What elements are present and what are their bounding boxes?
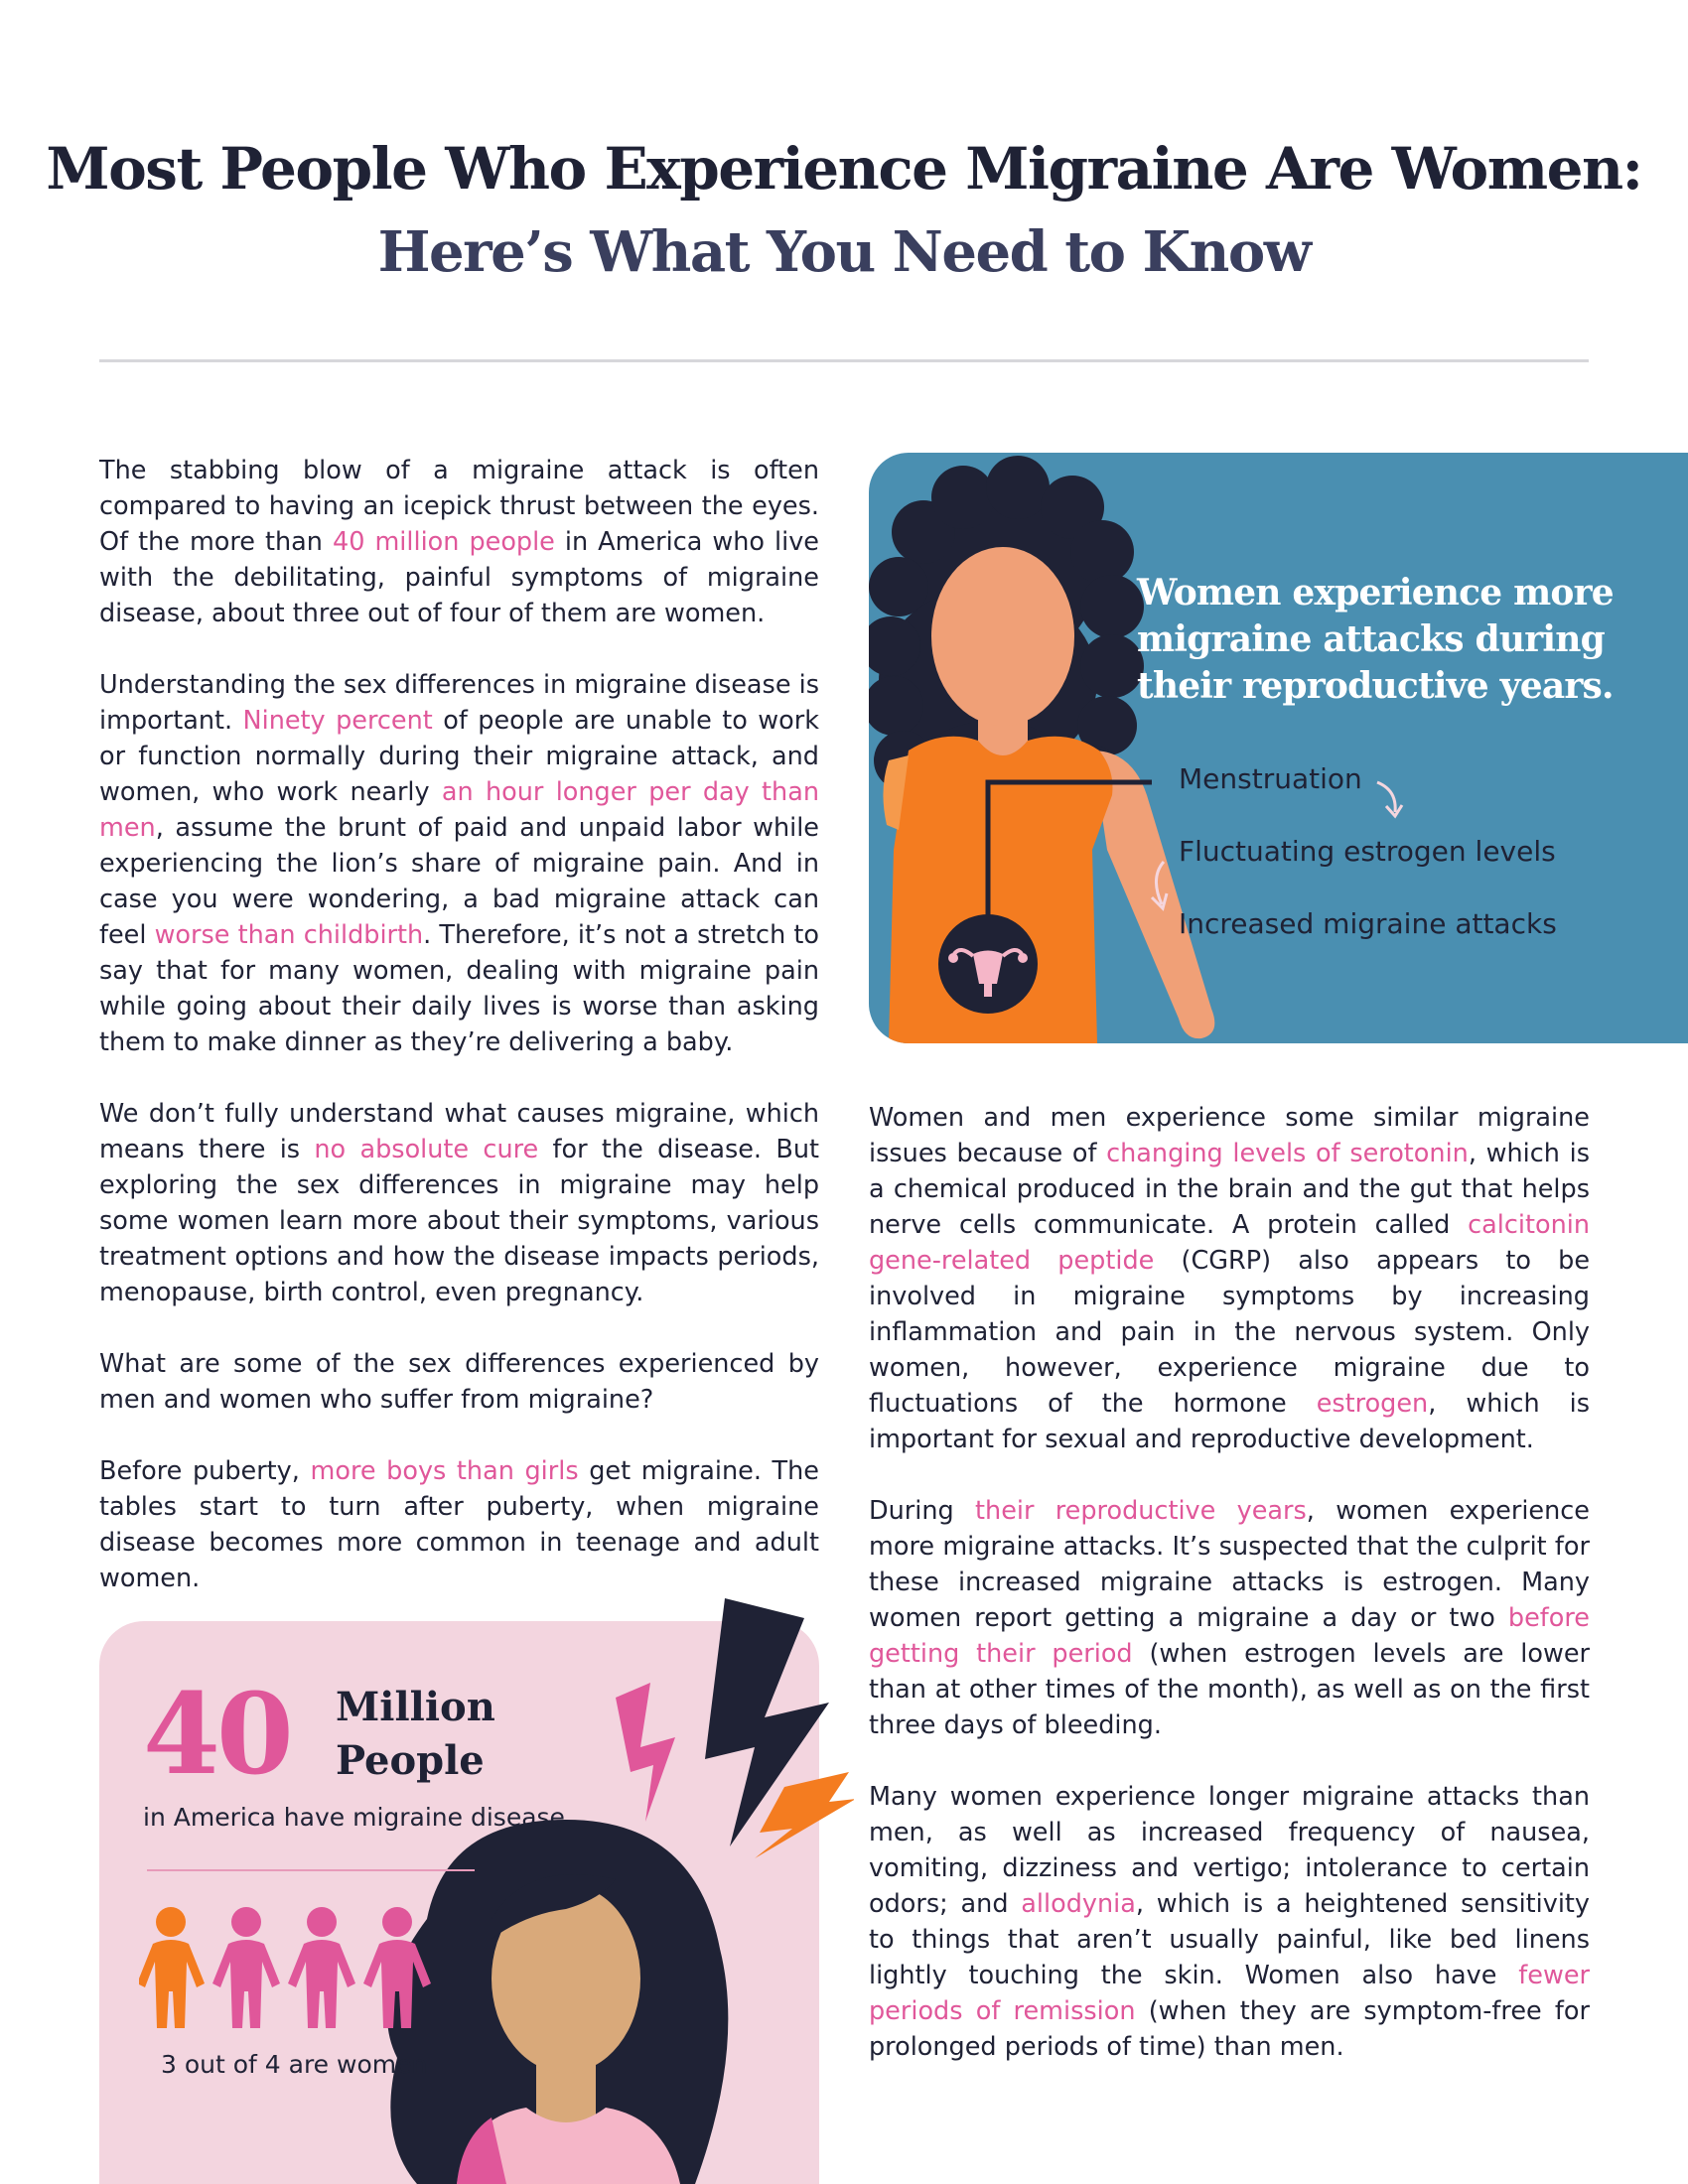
link-cgrp[interactable]: calcitonin gene-related peptide [869, 1210, 1590, 1276]
step-increased-attacks: Increased migraine attacks [1179, 907, 1557, 940]
stat-number: 40 [143, 1670, 290, 1800]
text: We don’t fully understand what causes migraine, which means there is [99, 1099, 819, 1164]
link-hour-longer[interactable]: an hour longer per day than men [99, 777, 819, 843]
link-before-period[interactable]: before getting their period [869, 1603, 1590, 1669]
text: . Therefore, it’s not a stretch to say that for many women, dealing with migraine pain while going about their daily lives is worse than asking them to make dinner as they’re delivering a baby. [99, 920, 819, 1057]
text: During [869, 1496, 976, 1526]
link-more-boys-than-girls[interactable]: more boys than girls [310, 1456, 579, 1486]
link-fewer-remission[interactable]: fewer periods of remission [869, 1961, 1590, 2026]
ratio-text: 3 out of 4 are women [161, 2050, 428, 2079]
text: in America who live with the debilitating, painful symptoms of migraine disease, about three out of four of them are women. [99, 527, 819, 628]
text: Women and men experience some similar migraine issues because of [869, 1103, 1590, 1168]
text: of people are unable to work or function normally during their migraine attack, and women, who work nearly [99, 706, 819, 807]
paragraph [869, 1493, 1590, 1743]
infographic-headline: Women experience more migraine attacks during their reproductive years. [1137, 572, 1614, 707]
text: (when they are symptom-free for prolonged periods of time) than men. [869, 1996, 1590, 2062]
link-no-absolute-cure[interactable]: no absolute cure [314, 1135, 539, 1164]
text: Understanding the sex differences in migraine disease is important. [99, 670, 819, 736]
text: (CGRP) also appears to be involved in migraine symptoms by increasing inflammation and pain in the nervous system. Only women, however, experience migraine due to fluctuations of the hormone [869, 1246, 1591, 1419]
reproductive-years-infographic [869, 453, 1688, 1043]
text: (when estrogen levels are lower than at other times of the month), as well as on the first three days of bleeding. [869, 1639, 1590, 1740]
paragraph [869, 1100, 1590, 1457]
text: , women experience more migraine attacks. It’s suspected that the culprit for these increased migraine attacks is estrogen. Many women report getting a migraine a day or two [869, 1496, 1590, 1633]
text: The stabbing blow of a migraine attack is often compared to having an icepick thrust between the eyes. Of the more than [99, 456, 819, 557]
paragraph [99, 453, 819, 631]
lightning-bolts [596, 1588, 854, 1896]
text: get migraine. The tables start to turn after puberty, when migraine disease becomes more common in teenage and adult women. [99, 1456, 819, 1593]
pink-divider [147, 1869, 475, 1871]
paragraph [99, 667, 819, 1060]
link-40-million-people[interactable]: 40 million people [333, 527, 555, 557]
page-title: Most People Who Experience Migraine Are Women: [46, 135, 1642, 203]
text: , which is important for sexual and reproductive development. [869, 1389, 1590, 1454]
step-fluctuating-estrogen: Fluctuating estrogen levels [1179, 835, 1556, 868]
paragraph [99, 1096, 819, 1310]
link-ninety-percent[interactable]: Ninety percent [242, 706, 433, 736]
page-subtitle: Here’s What You Need to Know [377, 219, 1311, 285]
text: for the disease. But exploring the sex differences in migraine may help some women learn more about their symptoms, various treatment options and how the disease impacts periods, menopause, birth control, even pregnancy. [99, 1135, 819, 1307]
person-icon-woman [212, 1907, 280, 2028]
paragraph [99, 1453, 819, 1596]
step-menstruation: Menstruation [1179, 762, 1362, 795]
text: , which is a chemical produced in the brain and the gut that helps nerve cells communicate. A protein called [869, 1139, 1590, 1240]
lightning-bolt-icon [616, 1683, 675, 1822]
page-header [0, 129, 1688, 292]
paragraph [869, 1779, 1590, 2065]
link-allodynia[interactable]: allodynia [1021, 1889, 1136, 1919]
left-column [99, 453, 819, 1632]
header-divider [99, 359, 1589, 362]
link-estrogen[interactable]: estrogen [1316, 1389, 1429, 1419]
stat-label: Million People [336, 1684, 495, 1784]
person-icon-woman [288, 1907, 355, 2028]
people-pictogram [139, 1904, 457, 2033]
text: Many women experience longer migraine attacks than men, as well as increased frequency of nausea, vomiting, dizziness and vertigo; intolerance to certain odors; and [869, 1782, 1590, 1919]
person-icon-man [139, 1907, 205, 2028]
woman-illustration [869, 453, 1688, 1043]
link-worse-than-childbirth[interactable]: worse than childbirth [154, 920, 424, 950]
stat-sublabel: in America have migraine disease [143, 1803, 565, 1832]
text: , which is a heightened sensitivity to things that aren’t usually painful, like bed linens lightly touching the skin. Women also have [869, 1889, 1590, 1990]
right-column [869, 1100, 1590, 2101]
link-reproductive-years[interactable]: their reproductive years [975, 1496, 1307, 1526]
person-icon-woman [363, 1907, 431, 2028]
text: Before puberty, [99, 1456, 311, 1486]
text: , assume the brunt of paid and unpaid labor while experiencing the lion’s share of migraine pain. And in case you were wondering, a bad migraine attack can feel [99, 813, 819, 950]
link-serotonin[interactable]: changing levels of serotonin [1106, 1139, 1469, 1168]
paragraph: What are some of the sex differences experienced by men and women who suffer from migraine? [99, 1349, 819, 1415]
